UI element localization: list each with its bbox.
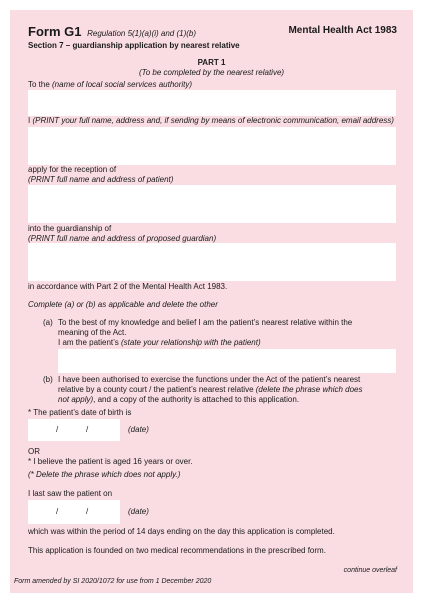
last-saw-date-field[interactable] — [28, 500, 120, 524]
local-authority-field[interactable] — [28, 90, 396, 116]
delete-note: (* Delete the phrase which does not apply.) — [28, 470, 181, 479]
amendment-note: Form amended by SI 2020/1072 for use from 1 December 2020 — [14, 578, 212, 585]
option-b-line2 — [58, 385, 362, 395]
option-a-line3 — [58, 338, 261, 348]
period-text: which was within the period of 14 days ending on the day this application is completed. — [28, 527, 335, 536]
guardian-label: into the guardianship of — [28, 224, 112, 233]
to-prefix: To the — [28, 80, 53, 89]
option-b-line1: I have been authorised to exercise the functions under the Act of the patient’s nearest — [58, 375, 361, 384]
age-statement: * I believe the patient is aged 16 years or over. — [28, 457, 193, 466]
founded-text: This application is founded on two medical recommendations in the prescribed form. — [28, 546, 326, 555]
applicant-instruction: (PRINT your full name, address and, if sending by means of electronic communication, email address) — [32, 116, 394, 125]
option-b-letter: (b) — [43, 375, 53, 384]
option-b-line3 — [58, 395, 299, 405]
dob-date-hint: (date) — [128, 425, 149, 434]
patient-details-field[interactable] — [28, 185, 396, 223]
last-saw-slash-2: / — [86, 507, 89, 516]
form-regulation: Regulation 5(1)(a)(i) and (1)(b) — [87, 29, 197, 38]
option-a-line3-prefix: I am the patient’s — [58, 338, 121, 347]
form-heading — [28, 24, 196, 41]
section-title: Section 7 – guardianship application by nearest relative — [28, 41, 240, 50]
option-b-line3-suffix: , and a copy of the authority is attached to this application. — [93, 395, 300, 404]
accordance-text: in accordance with Part 2 of the Mental Health Act 1983. — [28, 282, 228, 291]
to-label — [28, 80, 192, 90]
complete-note: Complete (a) or (b) as applicable and delete the other — [28, 300, 218, 309]
option-a-letter: (a) — [43, 318, 53, 327]
applicant-label — [28, 116, 394, 126]
applicant-prefix: I — [28, 116, 33, 125]
patient-label: apply for the reception of — [28, 165, 117, 174]
last-saw-slash-1: / — [56, 507, 59, 516]
last-saw-date-hint: (date) — [128, 507, 149, 516]
act-title: Mental Health Act 1983 — [288, 25, 397, 36]
continue-overleaf: continue overleaf — [343, 567, 397, 574]
to-instruction: (name of local social services authority) — [52, 80, 193, 89]
option-a-line1: To the best of my knowledge and belief I am the patient’s nearest relative within the — [58, 318, 353, 327]
guardian-instruction: (PRINT full name and address of proposed guardian) — [28, 234, 217, 243]
option-b-line2-instruction: (delete the phrase which does — [255, 385, 363, 394]
dob-slash-2: / — [86, 425, 89, 434]
part-note: (To be completed by the nearest relative) — [138, 68, 285, 77]
dob-label: * The patient’s date of birth is — [28, 408, 132, 417]
option-b-line3-instruction: not apply) — [58, 395, 94, 404]
applicant-details-field[interactable] — [28, 127, 396, 165]
form-page — [10, 10, 413, 593]
option-a-line2: meaning of the Act. — [58, 328, 127, 337]
dob-field[interactable] — [28, 419, 120, 441]
dob-slash-1: / — [56, 425, 59, 434]
patient-instruction: (PRINT full name and address of patient) — [28, 175, 174, 184]
relationship-field[interactable] — [58, 349, 396, 373]
form-id: Form G1 — [28, 24, 82, 39]
guardian-details-field[interactable] — [28, 243, 396, 281]
part-title: PART 1 — [197, 58, 226, 67]
last-saw-label: I last saw the patient on — [28, 489, 113, 498]
or-label: OR — [28, 447, 40, 456]
option-a-relationship-instruction: (state your relationship with the patient) — [121, 338, 261, 347]
option-b-line2-prefix: relative by a county court / the patient’s nearest relative — [58, 385, 256, 394]
